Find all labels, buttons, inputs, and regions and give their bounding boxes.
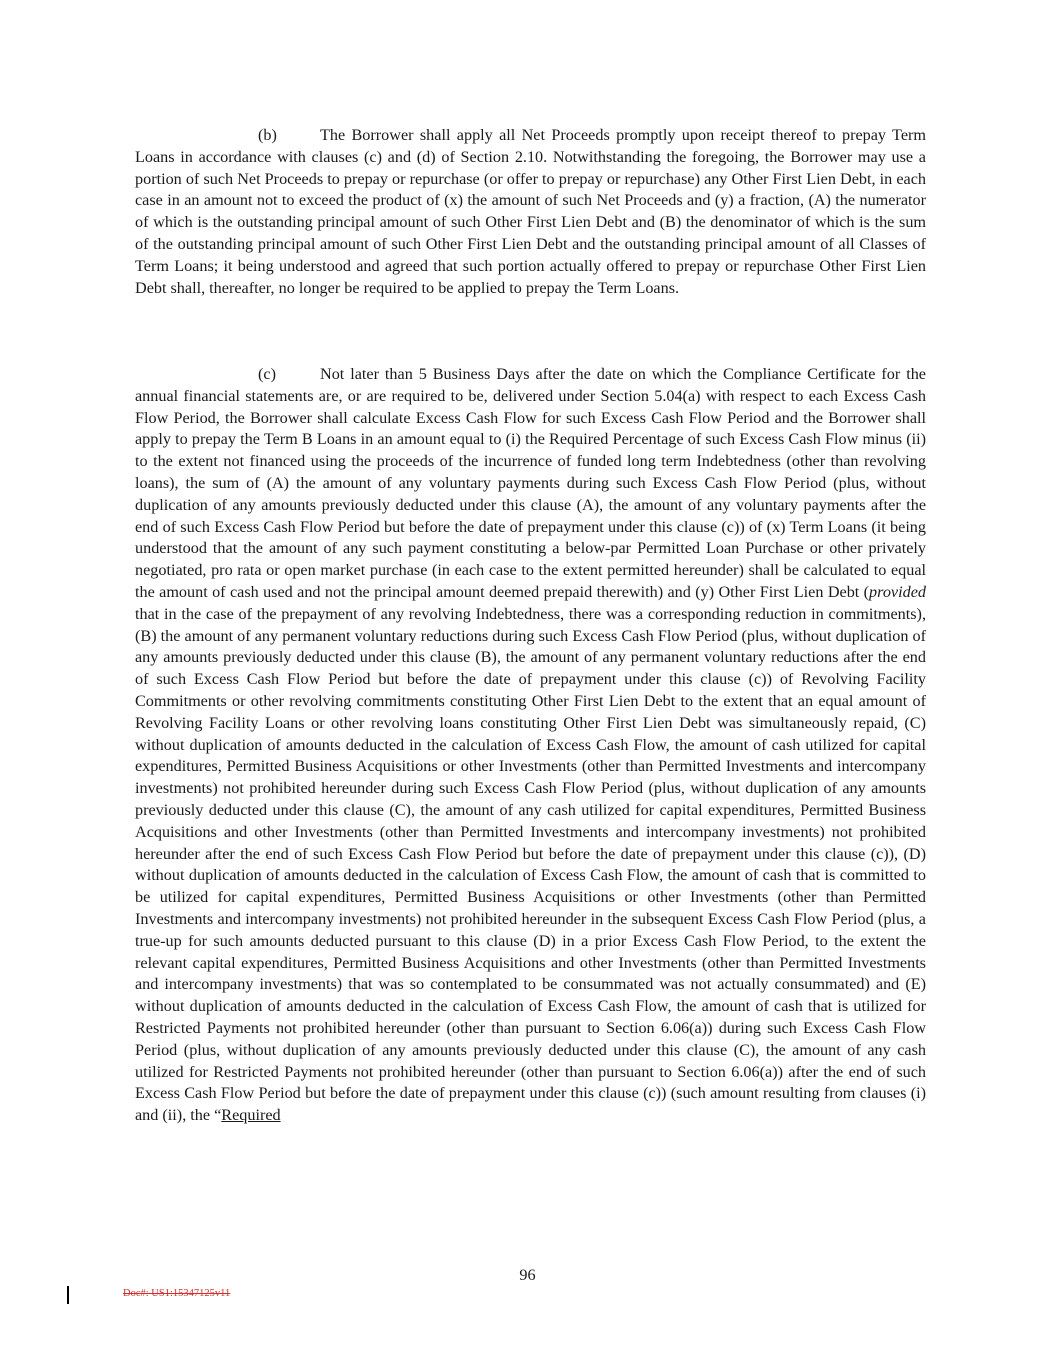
paragraph-b-text: The Borrower shall apply all Net Proceeds promptly upon receipt thereof to prepay Term Loans in accordance with clauses (c) and (d) of Section 2.10. Notwithstanding the foregoing, the Borrower may use a portion of such Net Proceeds to prepay or repurchase (or offer to prepay or repurchase) any Other First Lien Debt, in each case in an amount not to exceed the product of (x) the amount of such Net Proceeds and (y) a fraction, (A) the numerator of which is the outstanding principal amount of such Other First Lien Debt and (B) the denominator of which is the sum of the outstanding principal amount of such Other First Lien Debt and the outstanding principal amount of all Classes of Term Loans; it being understood and agreed that such portion actually offered to prepay or repurchase Other First Lien Debt shall, thereafter, no longer be required to be applied to prepay the Term Loans. [135,126,926,297]
defined-term-required: Required [221,1106,281,1125]
paragraph-c-label: (c) [258,365,276,383]
paragraph-b [135,125,926,299]
paragraph-c-text-part1: Not later than 5 Business Days after the date on which the Compliance Certificate for the annual financial statements are, or are required to be, delivered under Section 5.04(a) with respect to each Excess Cash Flow Period, the Borrower shall calculate Excess Cash Flow for such Excess Cash Flow Period and the Borrower shall apply to prepay the Term B Loans in an amount equal to (i) the Required Percentage of such Excess Cash Flow minus (ii) to the extent not financed using the proceeds of the incurrence of funded long term Indebtedness (other than revolving loans), the sum of (A) the amount of any voluntary payments during such Excess Cash Flow Period (plus, without duplication of any amounts previously deducted under this clause (A), the amount of any voluntary payments after the end of such Excess Cash Flow Period but before the date of prepayment under this clause (c)) of (x) Term Loans (it being understood that the amount of any such payment constituting a below-par Permitted Loan Purchase or other privately negotiated, pro rata or open market purchase (in each case to the extent permitted hereunder) shall be calculated to equal the amount of cash used and not the principal amount deemed prepaid therewith) and (y) Other First Lien Debt ( [135,365,926,601]
document-id: Doc#: US1:15347125v11 [123,1288,231,1299]
paragraph-c-text-part2: that in the case of the prepayment of any revolving Indebtedness, there was a corresponding reduction in commitments), (B) the amount of any permanent voluntary reductions during such Excess Cash Flow Period (plus, without duplication of any amounts previously deducted under this clause (B), the amount of any permanent voluntary reductions after the end of such Excess Cash Flow Period but before the date of prepayment under this clause (c)) of Revolving Facility Commitments or other revolving commitments constituting Other First Lien Debt to the extent that an equal amount of Revolving Facility Loans or other revolving loans constituting Other First Lien Debt was simultaneously repaid, (C) without duplication of amounts deducted in the calculation of Excess Cash Flow, the amount of cash utilized for capital expenditures, Permitted Business Acquisitions or other Investments (other than Permitted Investments and intercompany investments) not prohibited hereunder during such Excess Cash Flow Period (plus, without duplication of any amounts previously deducted under this clause (C), the amount of any cash utilized for capital expenditures, Permitted Business Acquisitions and other Investments (other than Permitted Investments and intercompany investments) not prohibited hereunder after the end of such Excess Cash Flow Period but before the date of prepayment under this clause (c)), (D) without duplication of amounts deducted in the calculation of Excess Cash Flow, the amount of cash that is committed to be utilized for capital expenditures, Permitted Business Acquisitions or other Investments (other than Permitted Investments and intercompany investments) not prohibited hereunder in the subsequent Excess Cash Flow Period (plus, a true-up for such amounts deducted pursuant to this clause (D) in a prior Excess Cash Flow Period, to the extent the relevant capital expenditures, Permitted Business Acquisitions and other Investments (other than Permitted Investments and intercompany investments) that was so contemplated to be consummated was not actually consummated) and (E) without duplication of amounts deducted in the calculation of Excess Cash Flow, the amount of cash that is utilized for Restricted Payments not prohibited hereunder (other than pursuant to Section 6.06(a)) during such Excess Cash Flow Period (plus, without duplication of any amounts previously deducted under this clause (C), the amount of any cash utilized for Restricted Payments not prohibited hereunder (other than pursuant to Section 6.06(a)) after the end of such Excess Cash Flow Period but before the date of prepayment under this clause (c)) (such amount resulting from clauses (i) and (ii), the “ [135,604,926,1125]
page-number: 96 [519,1266,536,1284]
revision-change-bar [67,1286,69,1304]
paragraph-c [135,364,926,1127]
paragraph-b-label: (b) [258,126,277,144]
provided-italic: provided [869,582,926,601]
